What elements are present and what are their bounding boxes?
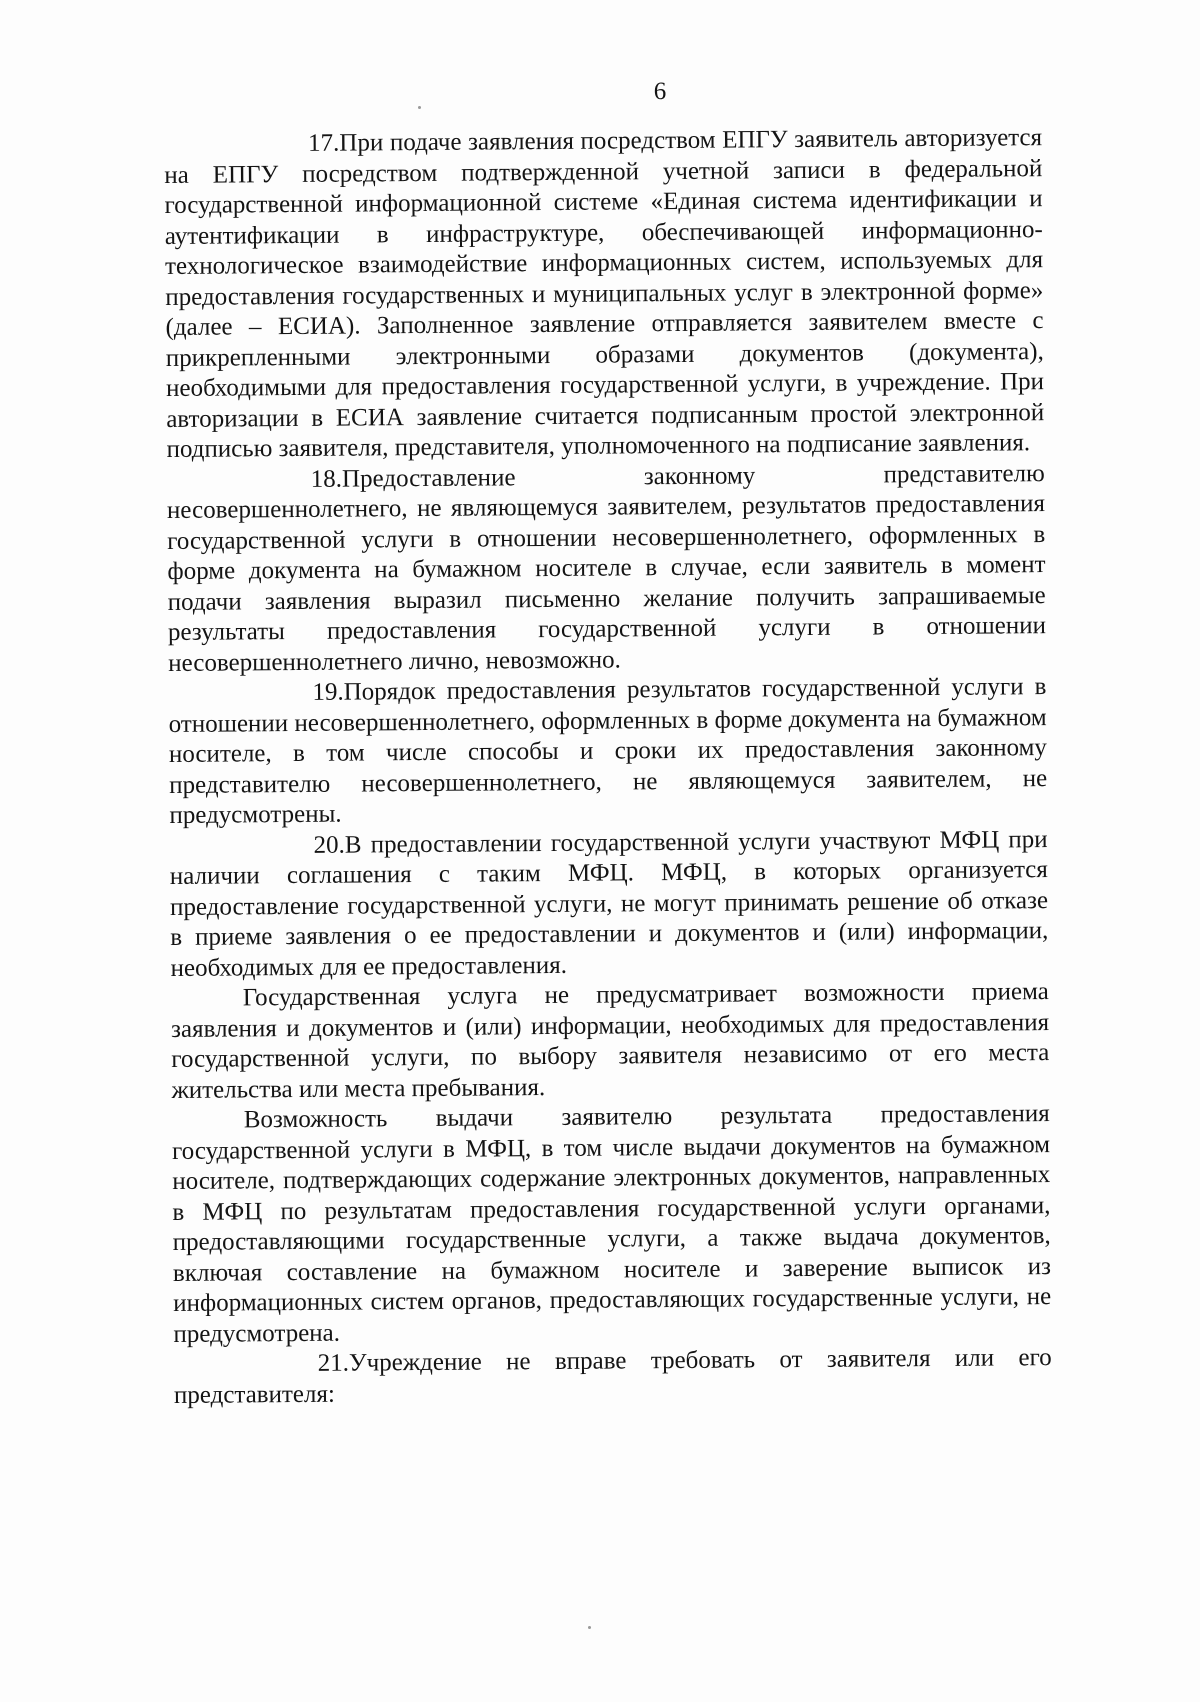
paragraph-text: Возможность выдачи заявителю результата предоставления государственной услуги в МФЦ, в том числе выдачи документов на бумажном носителе, подтверждающих содержание электронных документов, направленных в МФЦ по результатам предоставления государственной услуги органами, предоставляющими государственные услуги, а также выдача документов, включая составление на бумажном носителе и заверение выписок из информационных систем органов, предоставляющих государственные услуги, не предусмотрена.	[171, 1100, 1052, 1348]
paragraph-20-part-2	[171, 977, 1050, 1106]
paragraph-19	[168, 672, 1047, 831]
paragraph-20-part-3	[172, 1099, 1052, 1350]
paragraph-20	[170, 825, 1049, 984]
scan-speck	[588, 1626, 591, 1629]
paragraph-21	[174, 1343, 1052, 1411]
paragraph-18	[167, 459, 1047, 679]
paragraph-number: 17.	[308, 129, 340, 157]
scan-speck	[418, 106, 421, 109]
paragraph-text: Государственная услуга не предусматривает возможности приема заявления и документов и (или) информации, необходимых для предоставления государственной услуги, по выбору заявителя независимо от его места жительства или места пребывания.	[170, 978, 1050, 1104]
paragraph-number: 20.	[313, 831, 345, 859]
paragraph-text: При подаче заявления посредством ЕПГУ заявитель авторизуется на ЕПГУ посредством подтвержденной учетной записи в федеральной государственной информационной системе «Единая система идентификации и аутентификации в инфраструктуре, обеспечивающей информационно-технологическое взаимодействие информационных систем, используемых для предоставления государственных и муниципальных услуг в электронной форме» (далее – ЕСИА). Заполненное заявление отправляется заявителем вместе с прикрепленными электронными образами документов (документа), необходимыми для предоставления государственной услуги, в учреждение. При авторизации в ЕСИА заявление считается подписанным простой электронной подписью заявителя, представителя, уполномоченного на подписание заявления.	[164, 124, 1045, 463]
page-number: 6	[653, 78, 667, 105]
paragraph-17	[164, 123, 1045, 465]
paragraph-text: Порядок предоставления результатов государственной услуги в отношении несовершеннолетнего, оформленных в форме документа на бумажном носителе, в том числе способы и сроки их предоставления законному представителю несовершеннолетнего, не являющемуся заявителем, не предусмотрены.	[168, 673, 1048, 829]
paragraph-text: Предоставление законному представителю несовершеннолетнего, не являющемуся заявителем, результатов предоставления государственной услуги в отношении несовершеннолетнего, оформленных в форме документа на бумажном носителе в случае, если заявитель в момент подачи заявления выразил письменно желание получить запрашиваемые результаты предоставления государственной услуги в отношении несовершеннолетнего лично, невозможно.	[166, 459, 1047, 677]
document-body	[164, 123, 1052, 1411]
paragraph-number: 19.	[312, 678, 344, 706]
paragraph-number: 18.	[310, 465, 343, 493]
paragraph-text: В предоставлении государственной услуги участвуют МФЦ при наличии соглашения с таким МФЦ. МФЦ, в которых организуется предоставление государственной услуги, не могут принимать решение об отказе в приеме заявления о ее предоставлении и документов и (или) информации, необходимых для ее предоставления.	[169, 825, 1049, 982]
paragraph-number: 21.	[317, 1349, 350, 1377]
paragraph-text: Учреждение не вправе требовать от заявителя или его представителя:	[173, 1344, 1052, 1409]
